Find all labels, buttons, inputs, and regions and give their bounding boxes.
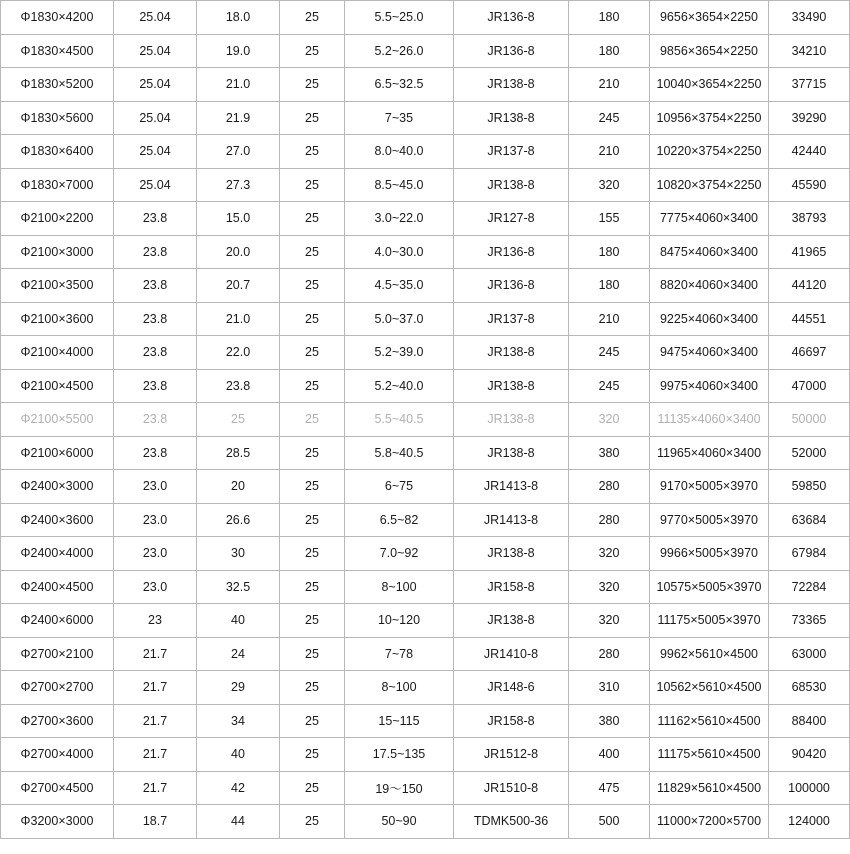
table-cell: 20.0 xyxy=(197,235,280,269)
table-cell: 320 xyxy=(569,168,650,202)
table-cell: 67984 xyxy=(769,537,850,571)
table-cell: 9475×4060×3400 xyxy=(650,336,769,370)
table-cell: 18.7 xyxy=(114,805,197,839)
table-cell: 10575×5005×3970 xyxy=(650,570,769,604)
table-cell: 280 xyxy=(569,637,650,671)
table-cell: JR136-8 xyxy=(454,34,569,68)
table-cell: Φ1830×5600 xyxy=(1,101,114,135)
table-cell: 25.04 xyxy=(114,1,197,35)
table-cell: 4.5~35.0 xyxy=(345,269,454,303)
table-cell: 18.0 xyxy=(197,1,280,35)
table-cell: 8820×4060×3400 xyxy=(650,269,769,303)
table-row xyxy=(1,202,850,236)
table-cell: 25 xyxy=(280,1,345,35)
table-cell: 39290 xyxy=(769,101,850,135)
table-cell: 25 xyxy=(280,738,345,772)
table-cell: 23.8 xyxy=(114,369,197,403)
table-cell: 27.3 xyxy=(197,168,280,202)
table-cell: JR1510-8 xyxy=(454,771,569,805)
table-cell: JR1512-8 xyxy=(454,738,569,772)
table-cell: JR138-8 xyxy=(454,604,569,638)
table-cell: 44 xyxy=(197,805,280,839)
table-cell: 25.04 xyxy=(114,168,197,202)
table-cell: 59850 xyxy=(769,470,850,504)
table-cell: JR137-8 xyxy=(454,302,569,336)
table-cell: 28.5 xyxy=(197,436,280,470)
table-cell: 380 xyxy=(569,704,650,738)
table-cell: 19～150 xyxy=(345,771,454,805)
table-cell: 9856×3654×2250 xyxy=(650,34,769,68)
table-cell: 8475×4060×3400 xyxy=(650,235,769,269)
table-cell: 15~115 xyxy=(345,704,454,738)
table-cell: Φ2400×3600 xyxy=(1,503,114,537)
table-cell: 20.7 xyxy=(197,269,280,303)
table-row xyxy=(1,403,850,437)
table-cell: 11175×5005×3970 xyxy=(650,604,769,638)
table-cell: 25 xyxy=(280,570,345,604)
table-cell: 11829×5610×4500 xyxy=(650,771,769,805)
table-cell: 22.0 xyxy=(197,336,280,370)
table-row xyxy=(1,704,850,738)
table-row xyxy=(1,68,850,102)
table-cell: 23.0 xyxy=(114,470,197,504)
table-cell: 29 xyxy=(197,671,280,705)
table-cell: 40 xyxy=(197,604,280,638)
table-cell: 320 xyxy=(569,604,650,638)
table-cell: 9170×5005×3970 xyxy=(650,470,769,504)
table-row xyxy=(1,369,850,403)
table-cell: 25 xyxy=(280,771,345,805)
table-cell: 25 xyxy=(280,235,345,269)
table-cell: 46697 xyxy=(769,336,850,370)
table-cell: 180 xyxy=(569,235,650,269)
table-cell: JR158-8 xyxy=(454,570,569,604)
table-cell: 5.2~39.0 xyxy=(345,336,454,370)
table-row xyxy=(1,637,850,671)
table-row xyxy=(1,470,850,504)
table-cell: Φ2100×3000 xyxy=(1,235,114,269)
table-cell: Φ2100×2200 xyxy=(1,202,114,236)
table-cell: 34210 xyxy=(769,34,850,68)
table-cell: Φ1830×6400 xyxy=(1,135,114,169)
table-row xyxy=(1,302,850,336)
table-cell: Φ2100×4000 xyxy=(1,336,114,370)
table-cell: 23.0 xyxy=(114,537,197,571)
table-cell: 3.0~22.0 xyxy=(345,202,454,236)
table-row xyxy=(1,537,850,571)
table-cell: JR138-8 xyxy=(454,68,569,102)
table-cell: 20 xyxy=(197,470,280,504)
table-row xyxy=(1,336,850,370)
table-cell: 25 xyxy=(280,704,345,738)
table-cell: 5.0~37.0 xyxy=(345,302,454,336)
table-cell: 21.7 xyxy=(114,738,197,772)
table-cell: 25 xyxy=(280,604,345,638)
table-cell: 25 xyxy=(280,637,345,671)
table-cell: 24 xyxy=(197,637,280,671)
table-cell: 21.7 xyxy=(114,671,197,705)
table-cell: 44551 xyxy=(769,302,850,336)
table-cell: Φ2400×4000 xyxy=(1,537,114,571)
table-row xyxy=(1,101,850,135)
table-cell: 23.8 xyxy=(114,202,197,236)
table-cell: 280 xyxy=(569,470,650,504)
table-cell: 37715 xyxy=(769,68,850,102)
table-cell: 41965 xyxy=(769,235,850,269)
table-cell: 25 xyxy=(280,269,345,303)
table-cell: 23.8 xyxy=(114,269,197,303)
table-cell: 7775×4060×3400 xyxy=(650,202,769,236)
table-cell: 23.8 xyxy=(114,403,197,437)
table-cell: 38793 xyxy=(769,202,850,236)
table-cell: Φ2100×6000 xyxy=(1,436,114,470)
table-cell: 9770×5005×3970 xyxy=(650,503,769,537)
table-cell: Φ2400×3000 xyxy=(1,470,114,504)
table-cell: JR138-8 xyxy=(454,336,569,370)
table-cell: 25.04 xyxy=(114,135,197,169)
table-cell: 7~35 xyxy=(345,101,454,135)
table-cell: 310 xyxy=(569,671,650,705)
table-cell: 124000 xyxy=(769,805,850,839)
table-cell: 42 xyxy=(197,771,280,805)
table-cell: 9225×4060×3400 xyxy=(650,302,769,336)
table-cell: 47000 xyxy=(769,369,850,403)
table-cell: 19.0 xyxy=(197,34,280,68)
table-cell: 500 xyxy=(569,805,650,839)
table-cell: Φ2700×2100 xyxy=(1,637,114,671)
table-cell: 73365 xyxy=(769,604,850,638)
table-cell: 25 xyxy=(280,470,345,504)
table-row xyxy=(1,771,850,805)
table-cell: 21.7 xyxy=(114,771,197,805)
table-cell: JR138-8 xyxy=(454,101,569,135)
table-cell: 25 xyxy=(280,202,345,236)
table-cell: 10220×3754×2250 xyxy=(650,135,769,169)
table-cell: 45590 xyxy=(769,168,850,202)
table-cell: 25 xyxy=(280,68,345,102)
table-cell: Φ2700×2700 xyxy=(1,671,114,705)
table-cell: 25.04 xyxy=(114,68,197,102)
table-cell: 400 xyxy=(569,738,650,772)
table-cell: Φ2400×4500 xyxy=(1,570,114,604)
table-cell: 63000 xyxy=(769,637,850,671)
table-cell: JR136-8 xyxy=(454,235,569,269)
table-cell: TDMK500-36 xyxy=(454,805,569,839)
table-cell: 25 xyxy=(280,336,345,370)
table-cell: Φ1830×4500 xyxy=(1,34,114,68)
table-cell: 9975×4060×3400 xyxy=(650,369,769,403)
table-cell: 25.04 xyxy=(114,34,197,68)
table-cell: 210 xyxy=(569,302,650,336)
table-cell: 6.5~82 xyxy=(345,503,454,537)
table-cell: JR137-8 xyxy=(454,135,569,169)
table-cell: JR1413-8 xyxy=(454,470,569,504)
table-cell: JR138-8 xyxy=(454,403,569,437)
table-cell: 475 xyxy=(569,771,650,805)
table-cell: 34 xyxy=(197,704,280,738)
table-row xyxy=(1,805,850,839)
table-row xyxy=(1,269,850,303)
table-cell: 11175×5610×4500 xyxy=(650,738,769,772)
table-cell: 23.0 xyxy=(114,503,197,537)
table-cell: JR148-6 xyxy=(454,671,569,705)
table-cell: 23 xyxy=(114,604,197,638)
table-cell: 25 xyxy=(280,436,345,470)
table-cell: 27.0 xyxy=(197,135,280,169)
table-cell: 25 xyxy=(280,101,345,135)
table-row xyxy=(1,436,850,470)
table-row xyxy=(1,570,850,604)
table-cell: Φ2700×4500 xyxy=(1,771,114,805)
table-cell: 23.8 xyxy=(114,336,197,370)
table-cell: JR1413-8 xyxy=(454,503,569,537)
table-cell: 25 xyxy=(280,135,345,169)
table-cell: 320 xyxy=(569,570,650,604)
table-cell: 5.5~40.5 xyxy=(345,403,454,437)
table-cell: 245 xyxy=(569,336,650,370)
table-row xyxy=(1,1,850,35)
table-cell: 7~78 xyxy=(345,637,454,671)
table-cell: Φ2400×6000 xyxy=(1,604,114,638)
table-cell: 11135×4060×3400 xyxy=(650,403,769,437)
table-cell: 21.0 xyxy=(197,302,280,336)
table-cell: 6.5~32.5 xyxy=(345,68,454,102)
table-cell: 9656×3654×2250 xyxy=(650,1,769,35)
table-cell: 50000 xyxy=(769,403,850,437)
table-cell: 26.6 xyxy=(197,503,280,537)
table-row xyxy=(1,671,850,705)
table-cell: 5.8~40.5 xyxy=(345,436,454,470)
table-cell: 90420 xyxy=(769,738,850,772)
table-cell: 8.5~45.0 xyxy=(345,168,454,202)
table-cell: 63684 xyxy=(769,503,850,537)
table-cell: 245 xyxy=(569,369,650,403)
table-cell: 9966×5005×3970 xyxy=(650,537,769,571)
table-cell: 21.0 xyxy=(197,68,280,102)
table-cell: JR138-8 xyxy=(454,436,569,470)
table-cell: 380 xyxy=(569,436,650,470)
table-cell: 180 xyxy=(569,1,650,35)
table-cell: Φ1830×4200 xyxy=(1,1,114,35)
table-row xyxy=(1,503,850,537)
table-cell: 180 xyxy=(569,34,650,68)
table-cell: Φ2100×3600 xyxy=(1,302,114,336)
table-cell: 320 xyxy=(569,537,650,571)
table-cell: 42440 xyxy=(769,135,850,169)
table-cell: JR138-8 xyxy=(454,369,569,403)
table-row xyxy=(1,135,850,169)
table-cell: 88400 xyxy=(769,704,850,738)
table-cell: 10956×3754×2250 xyxy=(650,101,769,135)
table-cell: Φ3200×3000 xyxy=(1,805,114,839)
table-cell: JR158-8 xyxy=(454,704,569,738)
table-cell: 11000×7200×5700 xyxy=(650,805,769,839)
table-cell: 25 xyxy=(280,369,345,403)
table-cell: 8.0~40.0 xyxy=(345,135,454,169)
table-cell: 180 xyxy=(569,269,650,303)
table-row xyxy=(1,604,850,638)
table-cell: 25 xyxy=(280,503,345,537)
table-row xyxy=(1,235,850,269)
table-cell: 23.8 xyxy=(197,369,280,403)
table-cell: 10562×5610×4500 xyxy=(650,671,769,705)
table-cell: 15.0 xyxy=(197,202,280,236)
table-cell: 25 xyxy=(280,671,345,705)
table-cell: 10040×3654×2250 xyxy=(650,68,769,102)
table-cell: 25 xyxy=(280,403,345,437)
table-cell: JR138-8 xyxy=(454,537,569,571)
table-cell: 100000 xyxy=(769,771,850,805)
table-cell: Φ1830×5200 xyxy=(1,68,114,102)
table-cell: 25 xyxy=(197,403,280,437)
table-cell: 5.2~40.0 xyxy=(345,369,454,403)
table-cell: 7.0~92 xyxy=(345,537,454,571)
table-cell: 10~120 xyxy=(345,604,454,638)
table-cell: 25 xyxy=(280,168,345,202)
table-cell: 320 xyxy=(569,403,650,437)
table-cell: JR136-8 xyxy=(454,269,569,303)
table-cell: 23.8 xyxy=(114,302,197,336)
table-cell: 17.5~135 xyxy=(345,738,454,772)
table-cell: Φ2100×3500 xyxy=(1,269,114,303)
table-cell: 11965×4060×3400 xyxy=(650,436,769,470)
table-cell: 25 xyxy=(280,537,345,571)
table-cell: 245 xyxy=(569,101,650,135)
table-cell: Φ2100×4500 xyxy=(1,369,114,403)
table-cell: 21.7 xyxy=(114,637,197,671)
table-cell: Φ1830×7000 xyxy=(1,168,114,202)
table-cell: 5.2~26.0 xyxy=(345,34,454,68)
table-cell: 33490 xyxy=(769,1,850,35)
table-cell: 40 xyxy=(197,738,280,772)
table-cell: 23.0 xyxy=(114,570,197,604)
table-cell: 30 xyxy=(197,537,280,571)
table-cell: 52000 xyxy=(769,436,850,470)
table-cell: 210 xyxy=(569,68,650,102)
table-cell: 8~100 xyxy=(345,570,454,604)
table-cell: 21.9 xyxy=(197,101,280,135)
table-cell: JR1410-8 xyxy=(454,637,569,671)
table-cell: 50~90 xyxy=(345,805,454,839)
table-cell: 9962×5610×4500 xyxy=(650,637,769,671)
table-cell: 210 xyxy=(569,135,650,169)
table-cell: 5.5~25.0 xyxy=(345,1,454,35)
table-cell: Φ2700×4000 xyxy=(1,738,114,772)
table-cell: 155 xyxy=(569,202,650,236)
table-row xyxy=(1,738,850,772)
table-cell: JR138-8 xyxy=(454,168,569,202)
table-cell: 23.8 xyxy=(114,436,197,470)
table-cell: 10820×3754×2250 xyxy=(650,168,769,202)
table-cell: 68530 xyxy=(769,671,850,705)
table-cell: 23.8 xyxy=(114,235,197,269)
table-cell: 44120 xyxy=(769,269,850,303)
table-cell: 25.04 xyxy=(114,101,197,135)
table-cell: 6~75 xyxy=(345,470,454,504)
table-row xyxy=(1,168,850,202)
table-cell: 21.7 xyxy=(114,704,197,738)
table-cell: 4.0~30.0 xyxy=(345,235,454,269)
table-cell: 25 xyxy=(280,34,345,68)
table-cell: 11162×5610×4500 xyxy=(650,704,769,738)
table-cell: 280 xyxy=(569,503,650,537)
table-body xyxy=(1,1,850,839)
table-cell: Φ2700×3600 xyxy=(1,704,114,738)
table-cell: JR136-8 xyxy=(454,1,569,35)
table-cell: Φ2100×5500 xyxy=(1,403,114,437)
table-cell: 25 xyxy=(280,302,345,336)
table-row xyxy=(1,34,850,68)
table-cell: JR127-8 xyxy=(454,202,569,236)
table-cell: 8~100 xyxy=(345,671,454,705)
table-cell: 72284 xyxy=(769,570,850,604)
table-cell: 25 xyxy=(280,805,345,839)
table-cell: 32.5 xyxy=(197,570,280,604)
